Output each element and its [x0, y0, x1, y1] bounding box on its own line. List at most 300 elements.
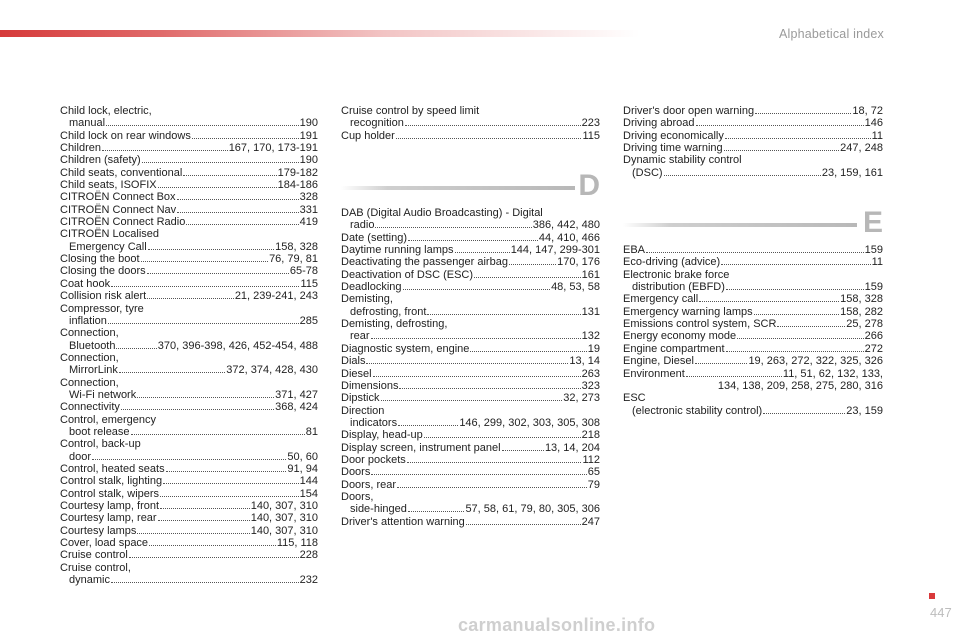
entry-term: Emissions control system, SCR [623, 318, 777, 331]
index-line [60, 364, 318, 376]
index-line [623, 130, 883, 142]
index-line [623, 142, 883, 154]
page-reference: 154 [299, 487, 318, 500]
page-reference: 386, 442, 480 [532, 219, 600, 232]
entry-term: Connection, [60, 327, 119, 340]
index-line [623, 405, 883, 417]
section-divider [341, 186, 575, 190]
index-line [60, 105, 318, 117]
page-reference: 323 [581, 379, 600, 392]
index-entry [341, 269, 600, 281]
index-entry [623, 154, 883, 179]
index-entry [341, 281, 600, 293]
entry-term: Deadlocking [341, 281, 402, 294]
index-line [341, 330, 600, 342]
entry-term: Driving time warning [623, 142, 723, 155]
index-entry [60, 278, 318, 290]
leader-dots [108, 323, 299, 324]
leader-dots [754, 314, 840, 315]
index-line [341, 405, 600, 417]
entry-term: defrosting, front [350, 305, 427, 318]
page-reference: 131 [581, 305, 600, 318]
leader-dots [737, 338, 864, 339]
leader-dots [407, 462, 582, 463]
index-line [623, 368, 883, 380]
entry-term: Children [60, 142, 101, 155]
entry-term: Engine, Diesel [623, 355, 694, 368]
watermark: carmanualsonline.info [458, 615, 656, 635]
page-reference: 368, 424 [275, 401, 318, 414]
index-entry [60, 130, 318, 142]
leader-dots [777, 326, 845, 327]
page-reference: 23, 159, 161 [821, 166, 883, 179]
leader-dots [111, 582, 299, 583]
leader-dots [192, 138, 299, 139]
index-line [341, 491, 600, 503]
entry-term: Door pockets [341, 453, 406, 466]
index-line [60, 352, 318, 364]
index-line [341, 105, 600, 117]
page-reference: 21, 239-241, 243 [234, 290, 318, 303]
page-reference: 23, 159 [846, 404, 883, 417]
page-header-title: Alphabetical index [778, 27, 884, 41]
index-entry [623, 330, 883, 342]
index-line [60, 179, 318, 191]
index-entry [341, 130, 600, 142]
index-line [341, 355, 600, 367]
leader-dots [724, 150, 840, 151]
page-reference: 65 [587, 466, 600, 479]
leader-dots [177, 199, 299, 200]
entry-term: door [69, 450, 92, 463]
page-reference: 76, 79, 81 [269, 253, 318, 266]
entry-term: Environment [623, 367, 685, 380]
index-line [60, 525, 318, 537]
entry-term: Control stalk, wipers [60, 487, 160, 500]
section-divider [623, 223, 857, 227]
entry-term: Demisting, defrosting, [341, 318, 448, 331]
index-line [341, 219, 600, 231]
index-entry [341, 355, 600, 367]
index-entry [341, 392, 600, 404]
index-line [60, 290, 318, 302]
index-line [341, 343, 600, 355]
entry-term: Dynamic stability control [623, 154, 742, 167]
entry-term: CITROËN Connect Nav [60, 203, 177, 216]
page-reference: 223 [581, 117, 600, 130]
leader-dots [403, 289, 551, 290]
leader-dots [158, 520, 250, 521]
leader-dots [408, 240, 538, 241]
index-line [60, 451, 318, 463]
index-entry [341, 380, 600, 392]
index-entry [60, 191, 318, 203]
index-line [60, 549, 318, 561]
leader-dots [427, 314, 580, 315]
leader-dots [696, 125, 864, 126]
leader-dots [699, 301, 839, 302]
index-entry [623, 343, 883, 355]
index-line [341, 293, 600, 305]
index-line [623, 392, 883, 404]
entry-term: Cruise control by speed limit [341, 105, 480, 117]
index-entry [341, 454, 600, 466]
entry-term: Display, head-up [341, 429, 423, 442]
leader-dots [397, 487, 587, 488]
page-reference: 50, 60 [287, 450, 318, 463]
entry-term: Child lock on rear windows [60, 129, 191, 142]
entry-list [623, 105, 883, 179]
entry-term: dynamic [69, 574, 110, 587]
page-reference: 79 [587, 478, 600, 491]
page-reference: 371, 427 [275, 388, 318, 401]
entry-term: Children (safety) [60, 154, 141, 167]
page-reference: 328 [299, 191, 318, 204]
index-entry [60, 179, 318, 191]
index-line [623, 154, 883, 166]
entry-term: Wi-Fi network [69, 388, 137, 401]
index-entry [60, 228, 318, 253]
index-entry [623, 130, 883, 142]
leader-dots [366, 363, 568, 364]
leader-dots [755, 113, 851, 114]
index-line [60, 216, 318, 228]
page-reference: 144, 147, 299-301 [510, 244, 600, 257]
section-letter: D [578, 169, 600, 203]
page-reference: 81 [305, 425, 318, 438]
index-line [60, 414, 318, 426]
index-line [623, 244, 883, 256]
entry-term: Engine compartment [623, 342, 725, 355]
index-entry [60, 537, 318, 549]
page-reference: 170, 176 [557, 256, 600, 269]
index-entry [341, 466, 600, 478]
section-header-e [623, 208, 883, 238]
index-entry [341, 207, 600, 232]
index-line [60, 142, 318, 154]
page-reference: 146, 299, 302, 303, 305, 308 [459, 416, 600, 429]
entry-term: inflation [69, 314, 107, 327]
page-reference: 158, 328 [275, 240, 318, 253]
page-reference: 419 [299, 216, 318, 229]
index-line [60, 303, 318, 315]
leader-dots [399, 388, 580, 389]
leader-dots [158, 187, 277, 188]
index-line [341, 429, 600, 441]
entry-term: Courtesy lamp, rear [60, 512, 157, 525]
index-line [60, 438, 318, 450]
entry-term: boot release [69, 425, 130, 438]
entry-term: distribution (EBFD) [632, 281, 725, 294]
index-line [341, 392, 600, 404]
entry-term: Date (setting) [341, 231, 408, 244]
index-entry [60, 475, 318, 487]
entry-term: Collision risk alert [60, 290, 147, 303]
index-entry [60, 562, 318, 587]
index-line [623, 343, 883, 355]
index-line [341, 380, 600, 392]
page-reference: 44, 410, 466 [538, 231, 600, 244]
index-entry [341, 232, 600, 244]
header-accent-bar [0, 30, 640, 37]
index-entry [341, 105, 600, 130]
index-line [341, 256, 600, 268]
index-line [341, 516, 600, 528]
index-entry [60, 488, 318, 500]
leader-dots [721, 264, 870, 265]
index-entry [341, 244, 600, 256]
entry-term: Control stalk, lighting [60, 475, 163, 488]
page-reference: 184-186 [277, 179, 318, 192]
leader-dots [455, 252, 510, 253]
entry-term: Child seats, conventional [60, 166, 183, 179]
index-entry [623, 293, 883, 305]
index-line [623, 330, 883, 342]
page-reference: 285 [299, 314, 318, 327]
entry-term: (electronic stability control) [632, 404, 763, 417]
entry-term: Coat hook [60, 277, 111, 290]
index-line [341, 503, 600, 515]
index-entry [341, 429, 600, 441]
index-entry [623, 142, 883, 154]
entry-term: Dipstick [341, 392, 380, 405]
index-line [623, 256, 883, 268]
index-line [60, 574, 318, 586]
leader-dots [166, 471, 287, 472]
index-line [341, 232, 600, 244]
page-reference: 272 [864, 342, 883, 355]
page-reference: 161 [581, 268, 600, 281]
index-entry [60, 352, 318, 377]
index-entry [60, 142, 318, 154]
page-reference: 144 [299, 475, 318, 488]
index-line [60, 340, 318, 352]
index-entry [341, 491, 600, 516]
leader-dots [470, 351, 586, 352]
page-reference: 190 [299, 154, 318, 167]
index-entry [60, 414, 318, 439]
entry-list [60, 105, 318, 586]
page-number: 447 [930, 605, 952, 620]
page-marker [929, 593, 935, 599]
page-reference: 19 [587, 342, 600, 355]
entry-term: Doors, [341, 490, 374, 503]
entry-term: side-hinged [350, 503, 407, 516]
index-entry [60, 154, 318, 166]
index-line [60, 315, 318, 327]
entry-term: Child seats, ISOFIX [60, 179, 157, 192]
page-reference: 65-78 [289, 265, 318, 278]
entry-term: Doors [341, 466, 371, 479]
page-reference: 232 [299, 574, 318, 587]
page-reference: 32, 273 [563, 392, 600, 405]
entry-term: Emergency Call [69, 240, 147, 253]
entry-term: Deactivating the passenger airbag [341, 256, 508, 269]
page-reference: 132 [581, 330, 600, 343]
page-reference: 19, 263, 272, 322, 325, 326 [748, 355, 883, 368]
index-entry [60, 377, 318, 402]
index-entry [341, 318, 600, 343]
page-reference: 372, 374, 428, 430 [226, 364, 318, 377]
leader-dots [502, 450, 544, 451]
index-column-3 [623, 105, 883, 417]
page-reference: 370, 396-398, 426, 452-454, 488 [157, 339, 318, 352]
index-line [341, 417, 600, 429]
index-entry [60, 105, 318, 130]
index-entry [623, 306, 883, 318]
entry-term: CITROËN Connect Radio [60, 216, 186, 229]
index-entry [623, 117, 883, 129]
leader-dots [375, 227, 531, 228]
index-line [623, 269, 883, 281]
entry-term: MirrorLink [69, 364, 118, 377]
page-reference: 48, 53, 58 [551, 281, 600, 294]
index-line [60, 488, 318, 500]
index-line [60, 500, 318, 512]
leader-dots [474, 277, 581, 278]
index-line [623, 318, 883, 330]
leader-dots [111, 286, 299, 287]
entry-term: Daytime running lamps [341, 244, 454, 257]
leader-dots [396, 138, 582, 139]
entry-term: indicators [350, 416, 398, 429]
entry-term: Driving abroad [623, 117, 695, 130]
page-reference: 191 [299, 129, 318, 142]
entry-term: Diagnostic system, engine [341, 342, 470, 355]
index-line [60, 167, 318, 179]
page-reference: 91, 94 [287, 462, 318, 475]
page-reference: 218 [581, 429, 600, 442]
index-line [60, 265, 318, 277]
index-line [623, 167, 883, 179]
leader-dots [92, 459, 286, 460]
index-line [623, 306, 883, 318]
index-entry [60, 500, 318, 512]
leader-dots [371, 474, 586, 475]
entry-term: Demisting, [341, 293, 393, 306]
page-reference: 247 [581, 515, 600, 528]
index-entry [60, 216, 318, 228]
index-entry [60, 438, 318, 463]
page-reference: 158, 282 [840, 305, 883, 318]
index-line [623, 105, 883, 117]
leader-dots [398, 425, 458, 426]
index-line [341, 479, 600, 491]
index-line [341, 442, 600, 454]
index-line [60, 117, 318, 129]
index-line [60, 463, 318, 475]
index-entry [341, 256, 600, 268]
index-line [623, 293, 883, 305]
page-reference: 112 [582, 453, 600, 466]
entry-term: Diesel [341, 367, 372, 380]
page-reference: 11 [871, 129, 883, 142]
index-line [60, 154, 318, 166]
page-reference: 115 [582, 129, 600, 142]
page-reference: 167, 170, 173-191 [228, 142, 318, 155]
leader-dots [725, 138, 871, 139]
page-reference: 331 [299, 203, 318, 216]
index-line [60, 389, 318, 401]
page-reference: 57, 58, 61, 79, 80, 305, 306 [465, 503, 600, 516]
index-entry [623, 256, 883, 268]
leader-dots [148, 249, 275, 250]
leader-dots [160, 508, 250, 509]
index-column-1 [60, 105, 318, 586]
entry-term: radio [350, 219, 375, 232]
index-entry [60, 303, 318, 328]
leader-dots [686, 376, 782, 377]
index-entry [623, 105, 883, 117]
index-entry [623, 355, 883, 367]
index-entry [60, 512, 318, 524]
entry-list [341, 207, 600, 528]
entry-term: ESC [623, 392, 646, 405]
leader-dots [373, 376, 581, 377]
page-reference: 115, 118 [276, 537, 318, 550]
page-reference: 158, 328 [840, 293, 883, 306]
entry-term: Connection, [60, 376, 119, 389]
leader-dots [106, 125, 299, 126]
entry-term: rear [350, 330, 370, 343]
entry-term: Courtesy lamp, front [60, 500, 160, 512]
leader-dots [664, 175, 821, 176]
leader-dots [116, 348, 156, 349]
entry-term: recognition [350, 117, 404, 130]
entry-term: Cover, load space [60, 537, 149, 550]
index-line [623, 355, 883, 367]
entry-term: Display screen, instrument panel [341, 441, 501, 454]
entry-term: Compressor, tyre [60, 302, 144, 315]
entry-term: CITROËN Connect Box [60, 191, 176, 204]
index-entry [60, 204, 318, 216]
page-reference: 11, 51, 62, 132, 133, [782, 367, 883, 380]
index-line [60, 377, 318, 389]
page-reference: 18, 72 [852, 105, 883, 117]
leader-dots [129, 557, 299, 558]
entry-term: Control, back-up [60, 438, 141, 451]
page-reference: 140, 307, 310 [250, 512, 318, 525]
index-entry [60, 265, 318, 277]
leader-dots [183, 175, 276, 176]
index-line [60, 204, 318, 216]
leader-dots [121, 409, 274, 410]
index-line [60, 562, 318, 574]
entry-term: Connectivity [60, 401, 120, 414]
index-line [623, 281, 883, 293]
entry-term: Direction [341, 404, 385, 417]
index-entry [341, 442, 600, 454]
leader-dots [726, 289, 864, 290]
leader-dots [726, 351, 864, 352]
leader-dots [142, 162, 299, 163]
entry-term: Control, heated seats [60, 462, 165, 475]
index-entry [623, 244, 883, 256]
leader-dots [408, 511, 465, 512]
leader-dots [147, 273, 289, 274]
leader-dots [405, 125, 581, 126]
index-line [60, 401, 318, 413]
index-entry [60, 401, 318, 413]
index-line [60, 327, 318, 339]
page-reference: 140, 307, 310 [250, 524, 318, 537]
page-reference: 146 [864, 117, 883, 130]
entry-term: Closing the boot [60, 253, 140, 266]
index-entry [60, 463, 318, 475]
section-header-d [341, 171, 600, 201]
entry-term: Courtesy lamps [60, 524, 137, 537]
index-entry [60, 327, 318, 352]
